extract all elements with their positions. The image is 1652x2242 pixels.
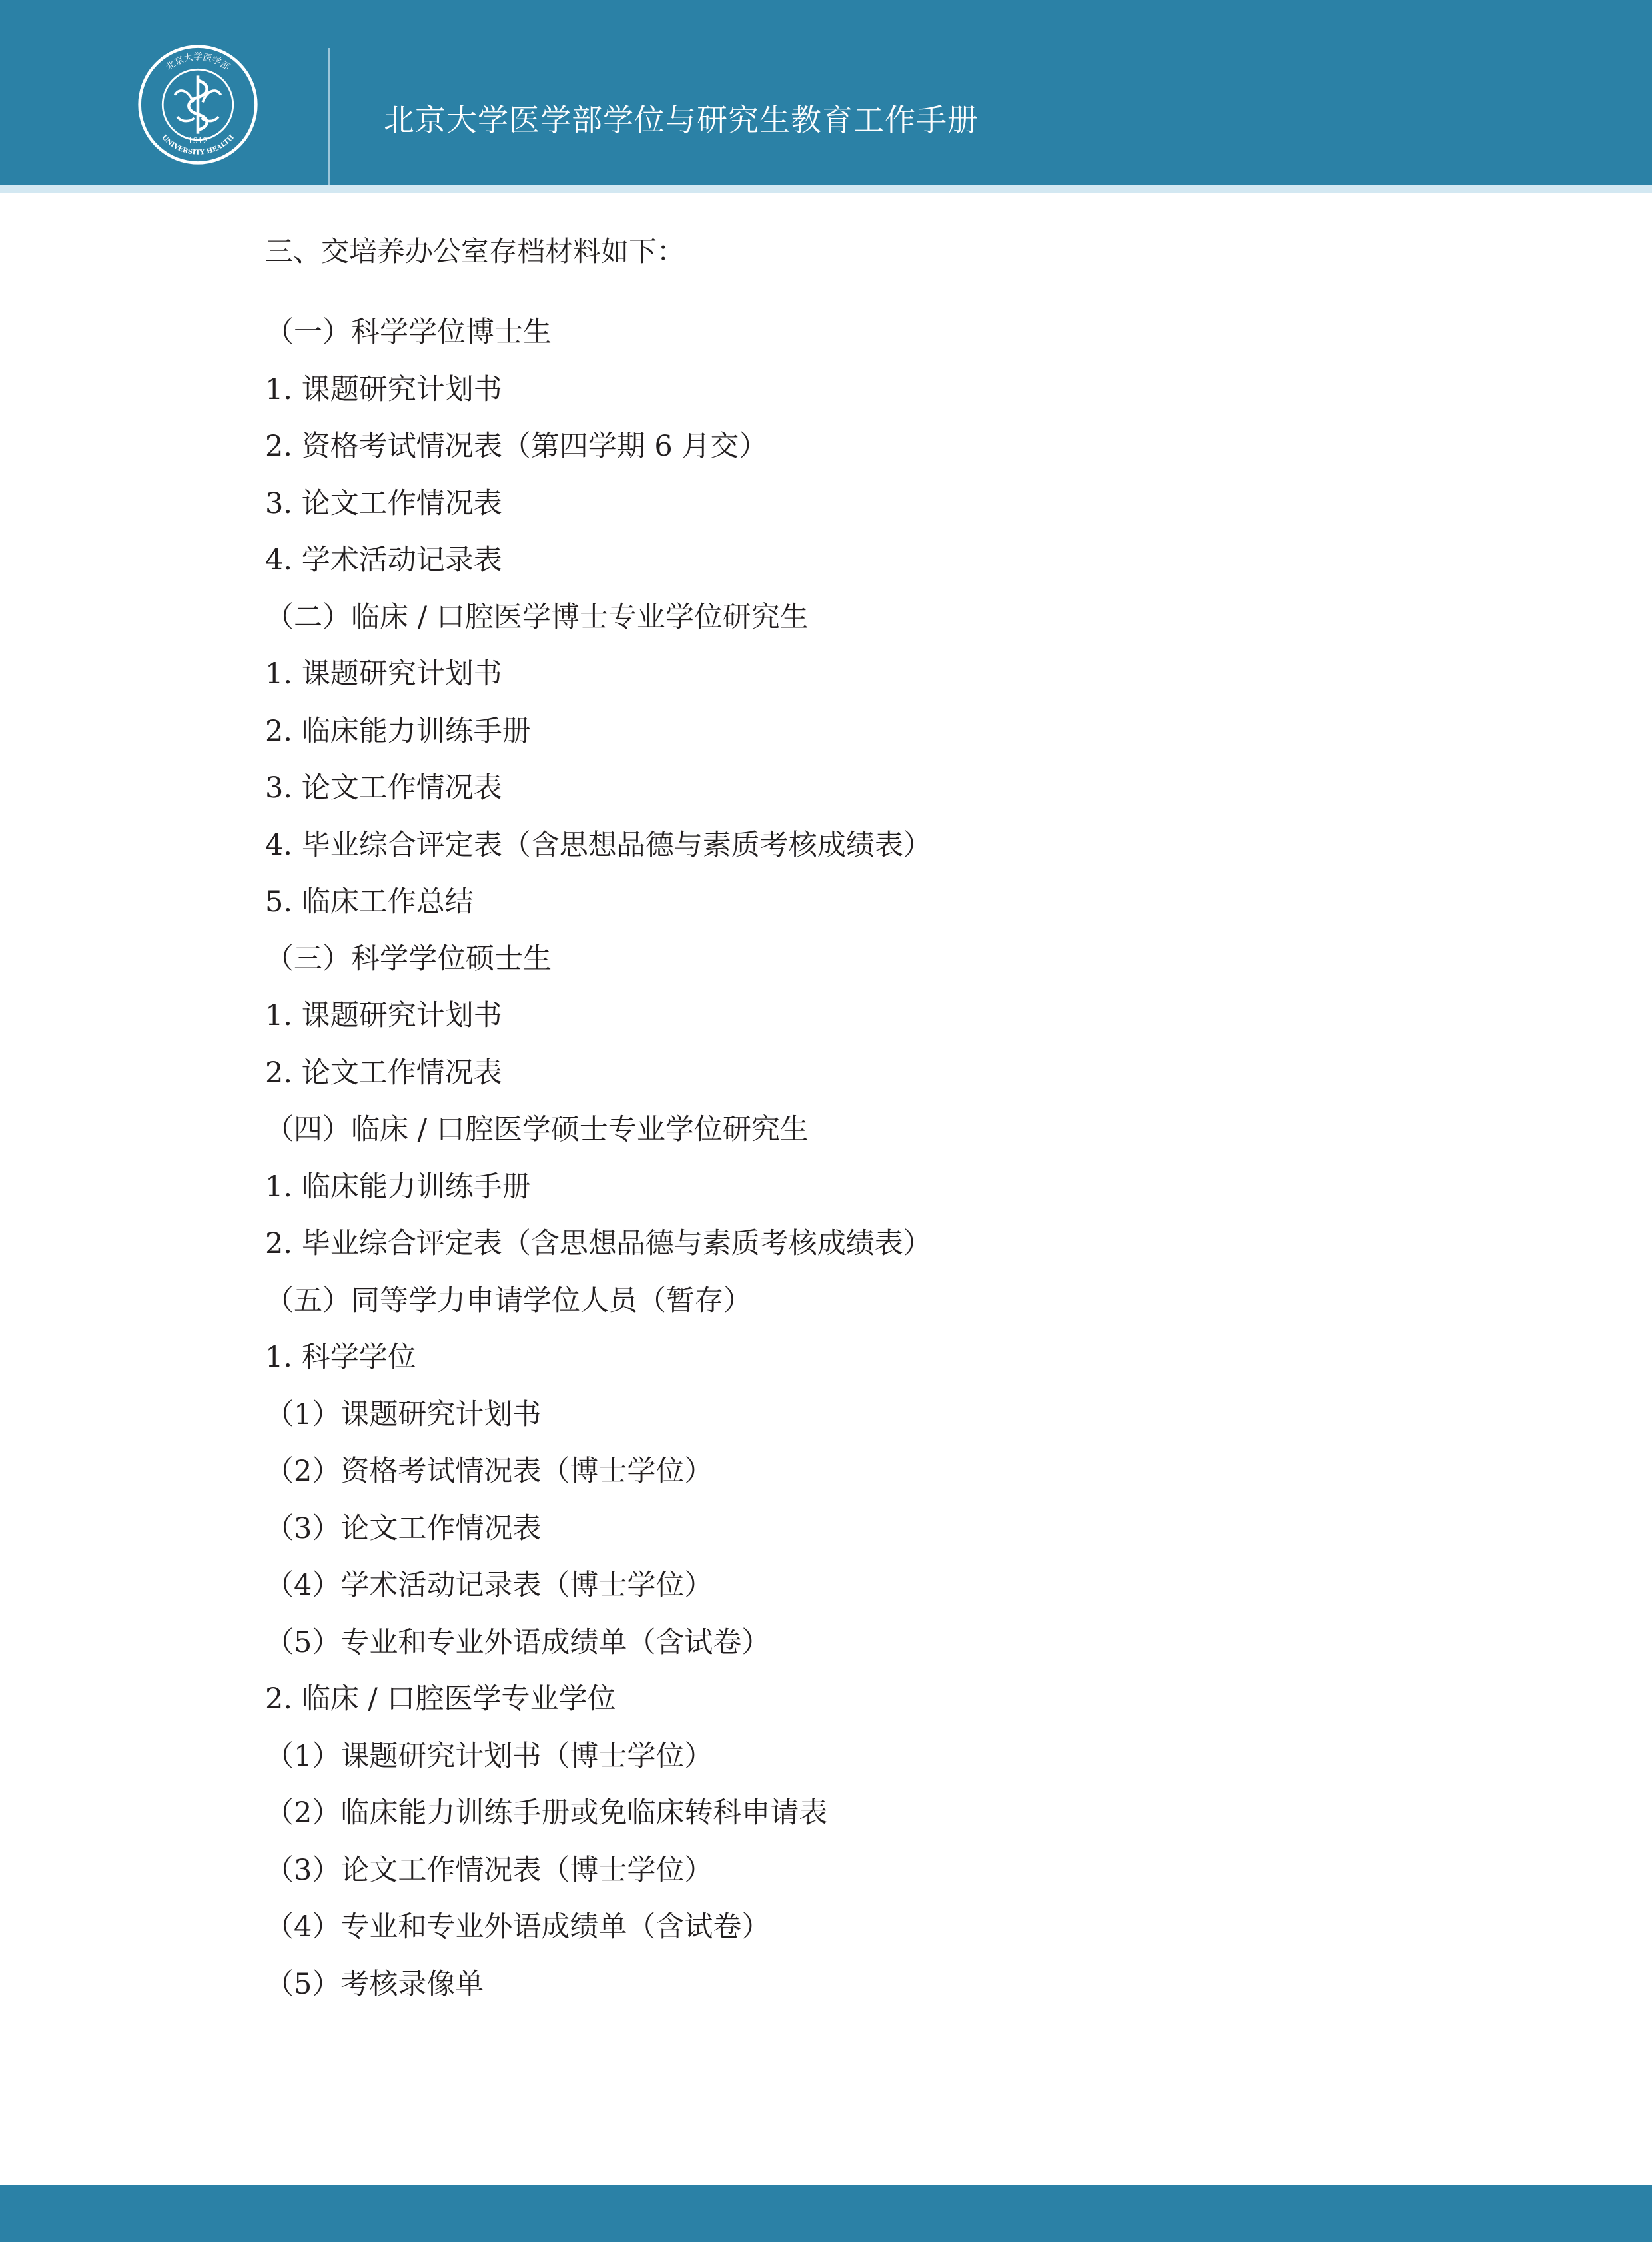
list-item: 1. 课题研究计划书 bbox=[265, 657, 502, 691]
list-item: （5）专业和专业外语成绩单（含试卷） bbox=[265, 1625, 771, 1659]
page-header bbox=[0, 0, 1652, 185]
header-accent-stripe bbox=[0, 185, 1652, 193]
handbook-title: 北京大学医学部学位与研究生教育工作手册 bbox=[384, 102, 979, 138]
seal-bottom-text: UNIVERSITY HEALTH bbox=[160, 133, 236, 157]
list-item: 4. 学术活动记录表 bbox=[265, 544, 502, 577]
list-item: 3. 论文工作情况表 bbox=[265, 486, 502, 520]
list-item: 2. 临床能力训练手册 bbox=[265, 714, 531, 748]
list-item: （4）专业和专业外语成绩单（含试卷） bbox=[265, 1910, 771, 1944]
list-item: （五）同等学力申请学位人员（暂存） bbox=[265, 1284, 752, 1317]
list-item: 3. 论文工作情况表 bbox=[265, 771, 502, 805]
list-item: （1）课题研究计划书 bbox=[265, 1397, 542, 1431]
list-item: （四）临床 / 口腔医学硕士专业学位研究生 bbox=[265, 1113, 809, 1146]
list-item: （4）学术活动记录表（博士学位） bbox=[265, 1569, 713, 1602]
section-title: 三、交培养办公室存档材料如下： bbox=[265, 235, 685, 268]
list-item: 2. 资格考试情况表（第四学期 6 月交） bbox=[265, 430, 768, 463]
list-item: （5）考核录像单 bbox=[265, 1967, 484, 2001]
list-item: 5. 临床工作总结 bbox=[265, 885, 474, 919]
list-item: 1. 课题研究计划书 bbox=[265, 372, 502, 406]
list-item: 1. 临床能力训练手册 bbox=[265, 1170, 531, 1204]
list-item: 2. 毕业综合评定表（含思想品德与素质考核成绩表） bbox=[265, 1227, 932, 1260]
list-item: 1. 课题研究计划书 bbox=[265, 999, 502, 1032]
university-seal-logo bbox=[137, 44, 258, 165]
list-item: 4. 毕业综合评定表（含思想品德与素质考核成绩表） bbox=[265, 828, 932, 862]
header-divider bbox=[328, 48, 330, 185]
list-item: 1. 科学学位 bbox=[265, 1341, 416, 1374]
page-footer-band bbox=[0, 2185, 1652, 2242]
list-item: （三）科学学位硕士生 bbox=[265, 942, 552, 976]
seal-top-text: 北京大学医学部 bbox=[164, 51, 232, 73]
list-item: 2. 论文工作情况表 bbox=[265, 1056, 502, 1090]
list-item: （一）科学学位博士生 bbox=[265, 316, 552, 349]
list-item: （1）课题研究计划书（博士学位） bbox=[265, 1739, 713, 1773]
archive-material-list bbox=[265, 313, 1531, 2022]
list-item: （3）论文工作情况表（博士学位） bbox=[265, 1853, 713, 1887]
list-item: （3）论文工作情况表 bbox=[265, 1511, 542, 1545]
list-item: （2）资格考试情况表（博士学位） bbox=[265, 1455, 713, 1488]
list-item: （2）临床能力训练手册或免临床转科申请表 bbox=[265, 1796, 828, 1830]
list-item: （二）临床 / 口腔医学博士专业学位研究生 bbox=[265, 600, 809, 634]
list-item: 2. 临床 / 口腔医学专业学位 bbox=[265, 1682, 616, 1716]
seal-year: 1912 bbox=[187, 136, 208, 146]
